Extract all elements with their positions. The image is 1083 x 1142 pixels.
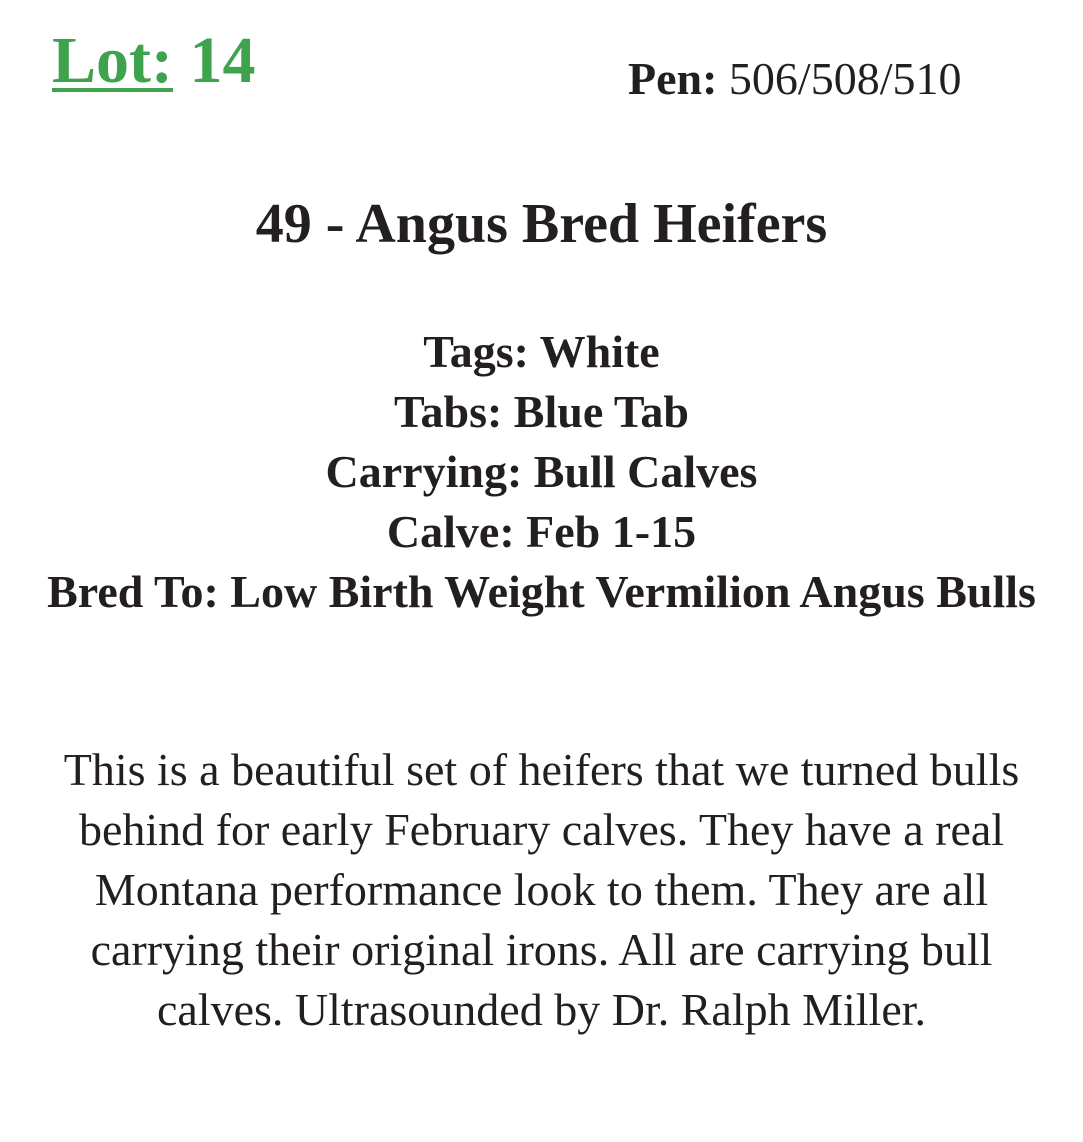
detail-calve: Calve: Feb 1-15 bbox=[386, 506, 697, 557]
lot-label: Lot: bbox=[52, 24, 173, 97]
detail-carrying: Carrying: Bull Calves bbox=[325, 446, 758, 497]
lot-heading bbox=[52, 24, 256, 97]
detail-tags: Tags: White bbox=[423, 326, 660, 377]
lot-number: 14 bbox=[189, 24, 256, 97]
pen-label: Pen: bbox=[628, 53, 718, 104]
detail-bred-to: Bred To: Low Birth Weight Vermilion Angus Bulls bbox=[47, 566, 1036, 617]
pen-value: 506/508/510 bbox=[728, 53, 962, 104]
lot-description: This is a beautiful set of heifers that we turned bulls behind for early February calves. They have a real Montana performance look to them. They are all carrying their original irons. All are carrying bull calves. Ultrasounded by Dr. Ralph Miller. bbox=[63, 744, 1020, 1035]
lot-title: 49 - Angus Bred Heifers bbox=[255, 193, 828, 255]
detail-tabs: Tabs: Blue Tab bbox=[394, 386, 689, 437]
pen-info bbox=[628, 53, 962, 104]
lot-details bbox=[40, 322, 1043, 622]
